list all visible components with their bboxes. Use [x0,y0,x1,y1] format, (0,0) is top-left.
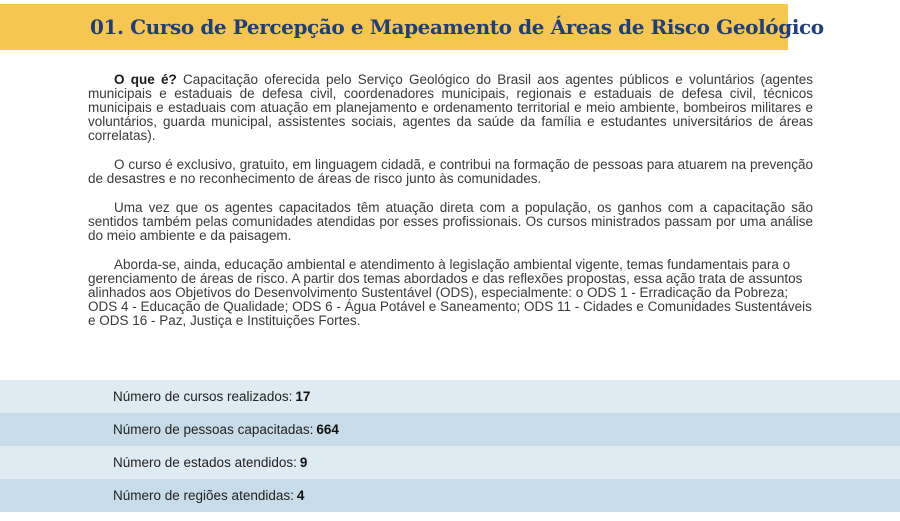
page-title: 01. Curso de Percepção e Mapeamento de Áreas de Risco Geológico [90,15,824,39]
stat-value: 664 [316,422,339,437]
stats-table [0,380,900,512]
stat-row-courses [0,380,900,413]
paragraph-what-is [88,73,813,143]
stat-label: Número de estados atendidos: [113,455,297,470]
stat-value: 9 [299,455,308,470]
stat-row-states [0,446,900,479]
paragraph-lead: O que é? [114,72,177,87]
stat-label: Número de pessoas capacitadas: [113,422,314,437]
paragraph-ods: Aborda-se, ainda, educação ambiental e atendimento à legislação ambiental vigente, temas fundamentais para o gerenciamento de áreas de risco. A partir dos temas abordados e das reflexões propostas, essa ação trata de assuntos alinhados aos Objetivos do Desenvolvimento Sustentável (ODS), especialmente: o ODS 1 - Erradicação da Pobreza; ODS 4 - Educação de Qualidade; ODS 6 - Água Potável e Saneamento; ODS 11 - Cidades e Comunidades Sustentáveis e ODS 16 - Paz, Justiça e Instituições Fortes. [88,257,812,328]
stat-value: 17 [295,389,311,404]
paragraph-what-is-text: Capacitação oferecida pelo Serviço Geológico do Brasil aos agentes públicos e voluntários (agentes municipais e estaduais de defesa civil, coordenadores municipais, regionais e estaduais de defesa civil, técnicos municipais e estaduais com atuação em planejamento e ordenamento territorial e meio ambiente, bombeiros militares e voluntários, guarda municipal, assistentes sociais, agentes da saúde da família e estudantes universitários de áreas correlatas). [88,72,813,143]
stat-row-people [0,413,900,446]
stat-row-regions [0,479,900,512]
stat-label: Número de cursos realizados: [113,389,293,404]
paragraph-course-description: O curso é exclusivo, gratuito, em linguagem cidadã, e contribui na formação de pessoas para atuarem na prevenção de desastres e no reconhecimento de áreas de risco junto às comunidades. [88,157,813,186]
stat-label: Número de regiões atendidas: [113,488,294,503]
body-text [88,73,813,343]
stat-value: 4 [296,488,305,503]
paragraph-benefits: Uma vez que os agentes capacitados têm atuação direta com a população, os ganhos com a capacitação são sentidos também pelas comunidades atendidas por esses profissionais. Os cursos ministrados passam por uma análise do meio ambiente e da paisagem. [88,200,813,243]
title-banner [0,4,824,50]
